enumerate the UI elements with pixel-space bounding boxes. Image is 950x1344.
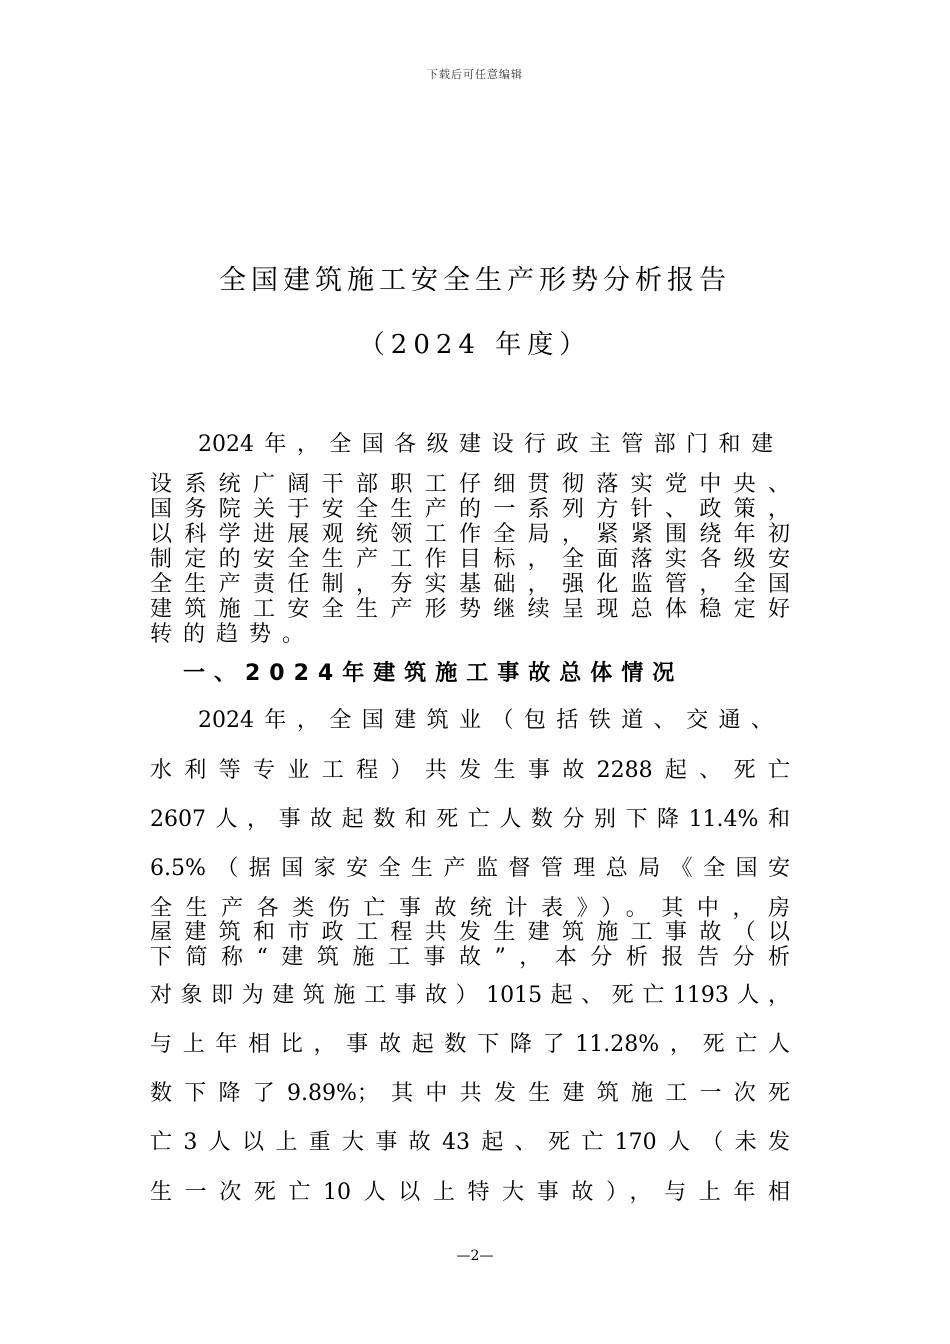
paragraph-line: 数下降了9.89%；其中共发生建筑施工一次死 — [150, 1081, 790, 1106]
paragraph-line: 生一次死亡10人以上特大事故），与上年相 — [150, 1180, 790, 1205]
paragraph-line: 下简称“建筑施工事故”，本分析报告分析 — [150, 945, 790, 970]
paragraph-line: 全生产责任制，夯实基础，强化监管，全国 — [150, 572, 790, 597]
paragraph-line: 水利等专业工程）共发生事故2288起、死亡 — [150, 758, 790, 783]
paragraph-line: 亡3人以上重大事故43起、死亡170人（未发 — [150, 1130, 790, 1155]
paragraph-line: 2024年，全国建筑业（包括铁道、交通、 — [198, 708, 773, 733]
paragraph-line: 6.5%（据国家安全生产监督管理总局《全国安 — [150, 856, 790, 881]
paragraph-line: 以科学进展观统领工作全局，紧紧围绕年初 — [150, 522, 790, 547]
section-heading: 一、2024年建筑施工事故总体情况 — [183, 661, 684, 686]
paragraph-line: 屋建筑和市政工程共发生建筑施工事故（以 — [150, 920, 790, 945]
page-number: —2— — [456, 1248, 494, 1264]
paragraph-line: 2607人，事故起数和死亡人数分别下降11.4%和 — [150, 807, 790, 832]
header-note: 下载后可任意编辑 — [427, 68, 523, 81]
paragraph-line: 制定的安全生产工作目标，全面落实各级安 — [150, 547, 790, 572]
document-subtitle: （2024 年度） — [358, 330, 592, 360]
paragraph-line: 设系统广阔干部职工仔细贯彻落实党中央、 — [150, 472, 790, 497]
document-title: 全国建筑施工安全生产形势分析报告 — [219, 265, 731, 296]
paragraph-line: 建筑施工安全生产形势继续呈现总体稳定好 — [150, 597, 790, 622]
paragraph-line: 全生产各类伤亡事故统计表》）。其中，房 — [150, 896, 790, 921]
paragraph-line: 转的趋势。 — [150, 622, 316, 647]
paragraph-line: 对象即为建筑施工事故）1015起、死亡1193人， — [150, 983, 790, 1008]
paragraph-line: 国务院关于安全生产的一系列方针、政策， — [150, 497, 790, 522]
paragraph-line: 2024年，全国各级建设行政主管部门和建 — [198, 432, 773, 457]
paragraph-line: 与上年相比，事故起数下降了11.28%，死亡人 — [150, 1032, 790, 1057]
